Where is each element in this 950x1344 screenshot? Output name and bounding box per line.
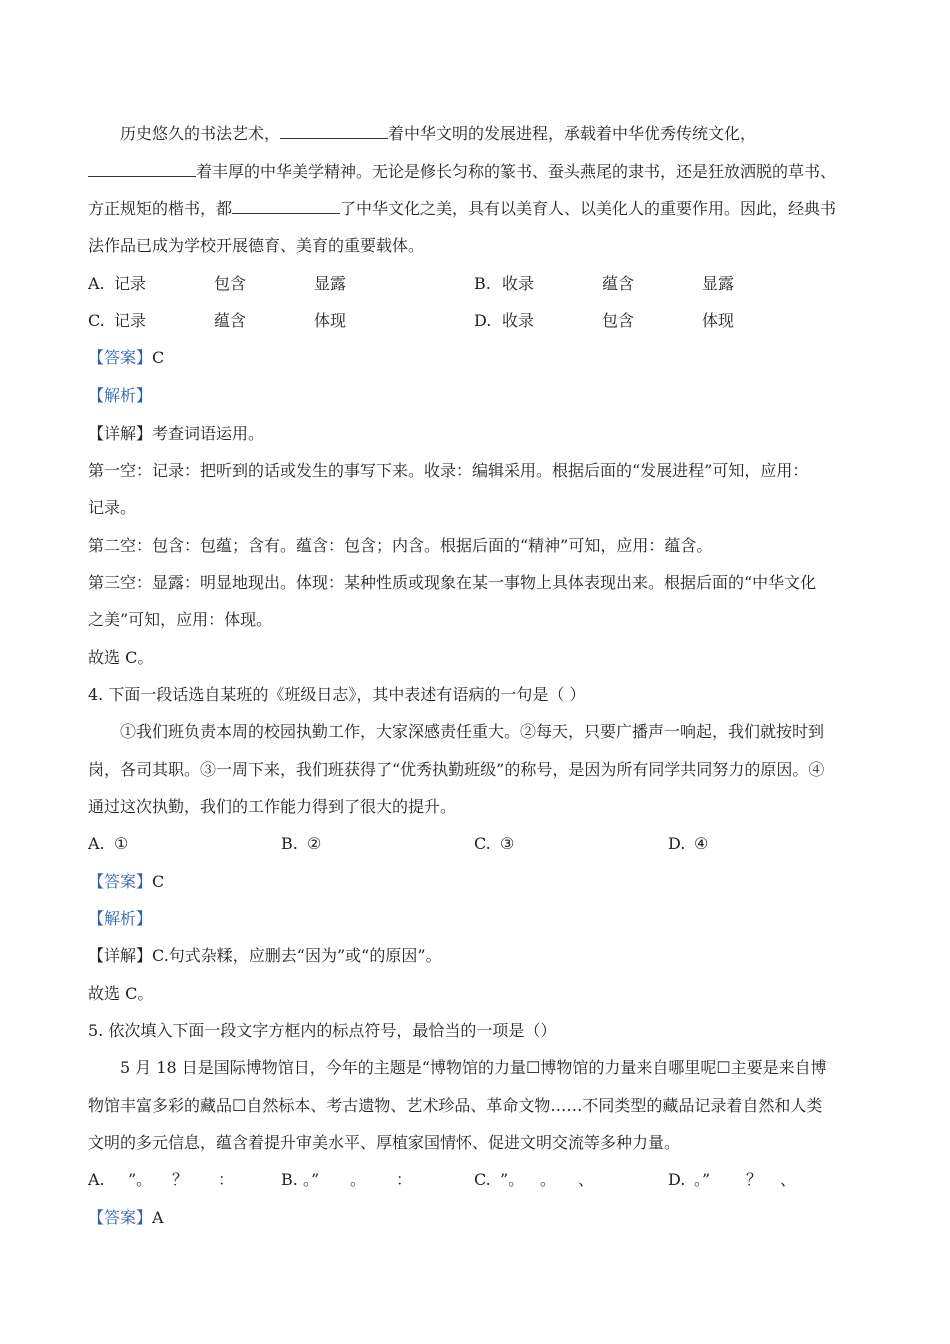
detail-text: C.句式杂糅，应删去“因为”或“的原因”。 (152, 946, 442, 965)
q3-passage-text: 着中华文明的发展进程，承载着中华优秀传统文化， (388, 124, 757, 143)
q3-conclusion: 故选 C。 (88, 648, 154, 667)
option-letter: B. (281, 1170, 298, 1189)
q3-passage-line-1 (120, 124, 756, 144)
q5-passage-line: 5 月 18 日是国际博物馆日，今年的主题是“博物馆的力量☐博物馆的力量来自哪里呢☐主要是来自博 (120, 1058, 827, 1077)
option-letter: D. (668, 1170, 686, 1189)
option-word: 体现 (314, 311, 347, 330)
fill-blank-2 (88, 162, 196, 177)
answer-tag: 【答案】 (88, 1208, 153, 1227)
option-punct: ？ (746, 1170, 763, 1189)
q3-explain-line: 记录。 (88, 498, 137, 517)
option-letter: B. (281, 834, 298, 853)
q3-explain-line: 之美”可知，应用：体现。 (88, 610, 273, 629)
option-letter: C. (474, 1170, 491, 1189)
answer-value: C (152, 872, 165, 891)
q4-detail (88, 946, 442, 966)
q5-passage-line: 物馆丰富多彩的藏品☐自然标本、考古遗物、艺术珍品、革命文物……不同类型的藏品记录着自然和人类 (88, 1096, 823, 1115)
option-word: 记录 (114, 311, 147, 330)
option-letter: D. (668, 834, 686, 853)
answer-value: C (152, 348, 165, 367)
q3-explain-line: 第一空：记录：把听到的话或发生的事写下来。收录：编辑采用。根据后面的“发展进程”可知，应用： (88, 461, 809, 480)
option-word: 包含 (602, 311, 635, 330)
option-letter: B. (474, 274, 491, 293)
q3-passage-text: 着丰厚的中华美学精神。无论是修长匀称的篆书、蚕头燕尾的隶书，还是狂放洒脱的草书、 (196, 162, 837, 181)
option-text: ③ (500, 834, 515, 853)
option-word: 蕴含 (602, 274, 635, 293)
option-letter: D. (474, 311, 492, 330)
answer-tag: 【答案】 (88, 348, 153, 367)
fill-blank-3 (232, 199, 340, 214)
option-word: 显露 (314, 274, 347, 293)
q4-passage-line: 通过这次执勤，我们的工作能力得到了很大的提升。 (88, 797, 457, 816)
q4-passage-line: 岗，各司其职。③一周下来，我们班获得了“优秀执勤班级”的称号，是因为所有同学共同努力的原因。④ (88, 760, 825, 779)
q4-question: 4. 下面一段话选自某班的《班级日志》，其中表述有语病的一句是（ ） (88, 685, 586, 704)
q3-answer (88, 348, 164, 368)
q4-passage-line: ①我们班负责本周的校园执勤工作，大家深感责任重大。②每天，只要广播声一响起，我们就按时到 (120, 722, 825, 741)
q3-passage-text: 了中华文化之美，具有以美育人、以美化人的重要作用。因此，经典书 (340, 199, 837, 218)
q5-passage-line: 文明的多元信息，蕴含着提升审美水平、厚植家国情怀、促进文明交流等多种力量。 (88, 1133, 681, 1152)
option-word: 显露 (702, 274, 735, 293)
answer-value: A (152, 1208, 164, 1227)
q3-passage-line-3 (88, 199, 836, 219)
option-word: 蕴含 (214, 311, 247, 330)
option-word: 体现 (702, 311, 735, 330)
option-punct: 。” (694, 1170, 711, 1189)
option-punct: ： (396, 1170, 413, 1189)
q3-passage-line-2 (88, 162, 836, 182)
fill-blank-1 (280, 124, 388, 139)
q4-answer (88, 872, 164, 892)
q3-explain-line: 第三空：显露：明显地现出。体现：某种性质或现象在某一事物上具体表现出来。根据后面的“中华文化 (88, 573, 817, 592)
option-punct: 、 (780, 1170, 797, 1189)
option-punct: ”。 (128, 1170, 153, 1189)
q5-answer (88, 1208, 164, 1228)
q3-passage-line-4: 法作品已成为学校开展德育、美育的重要载体。 (88, 236, 425, 255)
detail-text: 考查词语运用。 (152, 424, 265, 443)
answer-tag: 【答案】 (88, 872, 153, 891)
option-punct: 。” (303, 1170, 320, 1189)
option-word: 包含 (214, 274, 247, 293)
q3-passage-text: 方正规矩的楷书，都 (88, 199, 233, 218)
option-word: 收录 (502, 311, 535, 330)
option-word: 记录 (114, 274, 147, 293)
option-text: ④ (694, 834, 709, 853)
option-letter: C. (474, 834, 491, 853)
detail-tag: 【详解】 (88, 424, 153, 443)
q3-passage-text: 历史悠久的书法艺术， (120, 124, 281, 143)
option-text: ① (114, 834, 129, 853)
option-letter: C. (88, 311, 105, 330)
option-punct: 。 (350, 1170, 367, 1189)
option-letter: A. (88, 834, 105, 853)
q4-analysis-tag: 【解析】 (88, 909, 153, 928)
q3-detail (88, 424, 264, 444)
option-word: 收录 (502, 274, 535, 293)
q3-explain-line: 第二空：包含：包蕴；含有。蕴含：包含；内含。根据后面的“精神”可知，应用：蕴含。 (88, 536, 713, 555)
option-punct: ？ (172, 1170, 189, 1189)
option-punct: 。 (540, 1170, 557, 1189)
detail-tag: 【详解】 (88, 946, 153, 965)
option-punct: ： (218, 1170, 235, 1189)
option-punct: ”。 (500, 1170, 525, 1189)
q3-analysis-tag: 【解析】 (88, 386, 153, 405)
option-letter: A. (88, 1170, 105, 1189)
q4-conclusion: 故选 C。 (88, 984, 154, 1003)
option-text: ② (307, 834, 322, 853)
option-punct: 、 (578, 1170, 595, 1189)
option-letter: A. (88, 274, 105, 293)
q5-question: 5. 依次填入下面一段文字方框内的标点符号，最恰当的一项是（） (88, 1021, 557, 1040)
